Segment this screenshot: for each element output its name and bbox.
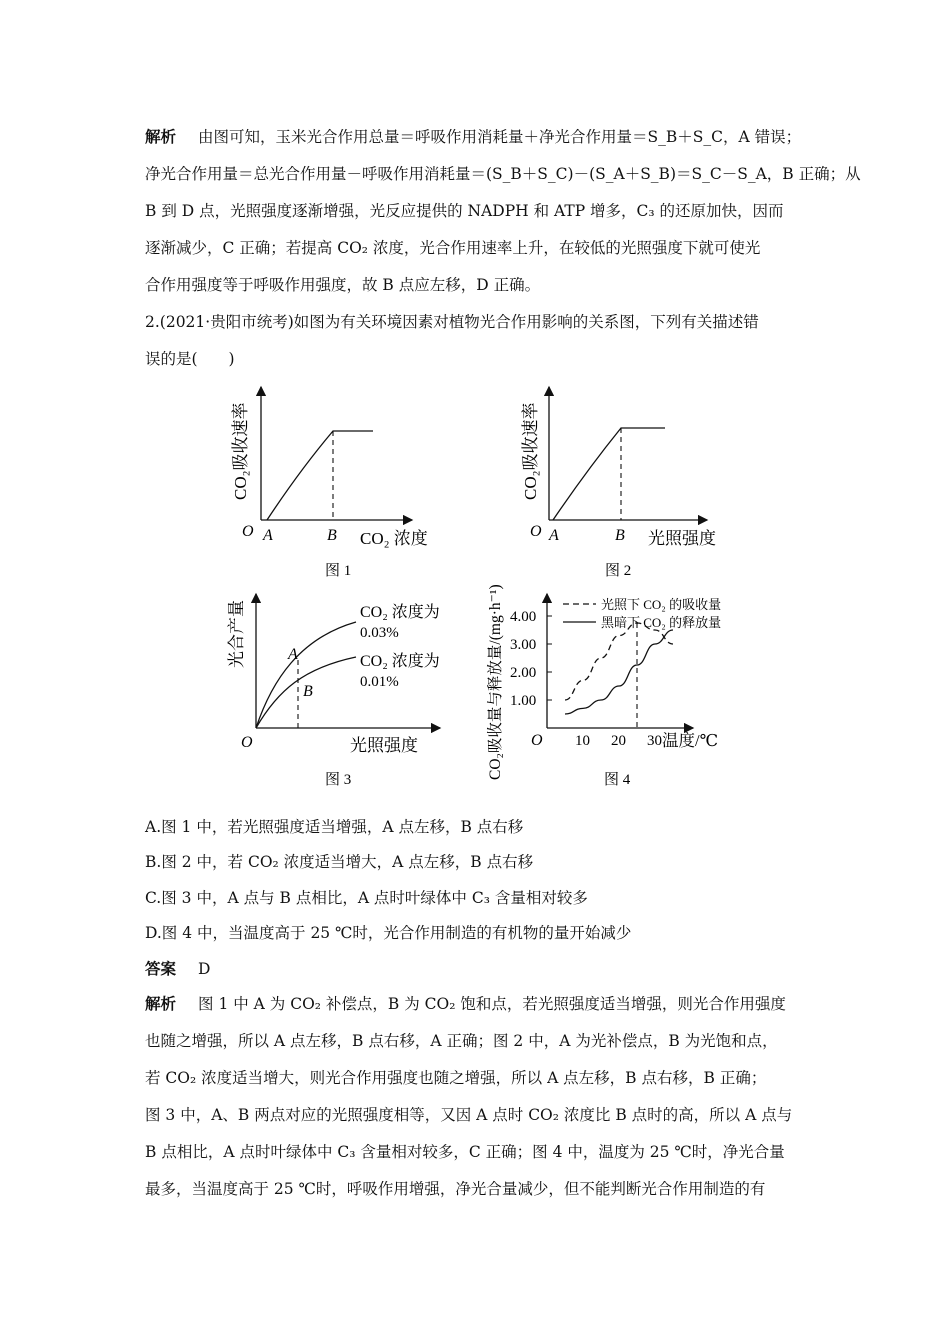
fig4-series-dark-release xyxy=(565,630,673,714)
fig1-ylabel: CO₂吸收速率 xyxy=(231,402,250,500)
figure-2 xyxy=(521,387,716,579)
analysis2-line-5: B 点相比，A 点时叶绿体中 C₃ 含量相对较多，C 正确；图 4 中，温度为 25 ℃时，净光合量 xyxy=(145,1143,785,1161)
option-d: D.图 4 中，当温度高于 25 ℃时，光合作用制造的有机物的量开始减少 xyxy=(145,924,632,942)
fig4-x-tick-label: 30 xyxy=(647,733,662,749)
answer-label: 答案 xyxy=(145,959,177,978)
fig3-point-a: A xyxy=(288,646,298,663)
fig4-origin: O xyxy=(531,732,543,749)
analysis1-line-5: 合作用强度等于呼吸作用强度，故 B 点应左移，D 正确。 xyxy=(145,276,541,294)
option-a: A.图 1 中，若光照强度适当增强，A 点左移，B 点右移 xyxy=(145,818,524,836)
analysis2-line-2: 也随之增强，所以 A 点左移，B 点右移，A 正确；图 2 中，A 为光补偿点，B 为光饱和点， xyxy=(145,1032,778,1050)
fig4-ylabel: CO₂吸收量与释放量/(mg·h⁻¹) xyxy=(487,584,504,780)
fig4-xlabel: 温度/℃ xyxy=(662,731,719,750)
question-line-2: 误的是( ) xyxy=(145,350,235,368)
figure-3 xyxy=(227,594,440,788)
fig4-y-tick-label: 4.00 xyxy=(510,609,537,625)
fig2-point-a: A xyxy=(549,527,559,544)
fig4-y-tick-label: 1.00 xyxy=(510,693,537,709)
analysis2-label: 解析 xyxy=(145,994,177,1013)
fig1-point-b: B xyxy=(327,527,337,544)
fig3-ylabel: 光合产量 xyxy=(227,600,246,668)
answer-value: D xyxy=(198,960,211,978)
analysis1-text-1: 由图可知，玉米光合作用总量＝呼吸作用消耗量＋净光合作用量＝S_B＋S_C，A 错误； xyxy=(198,128,802,146)
fig2-curve xyxy=(553,428,665,520)
analysis2-line-1 xyxy=(145,992,815,1016)
fig1-xlabel: CO₂ 浓度 xyxy=(360,529,428,548)
question-line-1: 2.(2021·贵阳市统考)如图为有关环境因素对植物光合作用影响的关系图，下列有关描述错 xyxy=(145,313,759,331)
answer-line xyxy=(145,957,815,981)
analysis2-line-4: 图 3 中，A、B 两点对应的光照强度相等，又因 A 点时 CO₂ 浓度比 B 点时的高，所以 A 点与 xyxy=(145,1106,793,1124)
fig3-origin: O xyxy=(241,734,253,751)
fig3-series1-line2: 0.03% xyxy=(360,625,399,641)
figure-4 xyxy=(486,584,721,788)
analysis2-text-1: 图 1 中 A 为 CO₂ 补偿点，B 为 CO₂ 饱和点，若光照强度适当增强，则光合作用强度 xyxy=(198,995,786,1013)
fig2-point-b: B xyxy=(615,527,625,544)
analysis1-line-2: 净光合作用量＝总光合作用量－呼吸作用消耗量＝(S_B＋S_C)－(S_A＋S_B)＝S_C－S_A，B 正确；从 xyxy=(145,165,861,183)
fig2-caption: 图 2 xyxy=(605,563,632,579)
fig4-y-tick-label: 2.00 xyxy=(510,665,537,681)
analysis1-label: 解析 xyxy=(145,127,177,146)
fig3-caption: 图 3 xyxy=(325,772,352,788)
fig1-origin: O xyxy=(242,523,254,540)
fig4-legend-solid: 黑暗下 CO₂ 的释放量 xyxy=(601,615,722,630)
analysis2-line-6: 最多，当温度高于 25 ℃时，呼吸作用增强，净光合量减少，但不能判断光合作用制造的有 xyxy=(145,1180,766,1198)
fig4-y-tick-label: 3.00 xyxy=(510,637,537,653)
fig3-xlabel: 光照强度 xyxy=(350,736,418,755)
analysis2-line-3: 若 CO₂ 浓度适当增大，则光合作用强度也随之增强，所以 A 点左移，B 点右移，B 正确； xyxy=(145,1069,767,1087)
fig4-caption: 图 4 xyxy=(604,772,631,788)
fig4-x-tick-label: 20 xyxy=(611,733,626,749)
fig1-curve xyxy=(267,431,373,520)
fig2-origin: O xyxy=(530,523,542,540)
option-c: C.图 3 中，A 点与 B 点相比，A 点时叶绿体中 C₃ 含量相对较多 xyxy=(145,889,588,907)
fig3-series1-line1: CO₂ 浓度为 xyxy=(360,604,440,621)
fig4-x-tick-label: 10 xyxy=(575,733,590,749)
option-b: B.图 2 中，若 CO₂ 浓度适当增大，A 点左移，B 点右移 xyxy=(145,853,534,871)
fig4-series-light-absorption xyxy=(565,623,673,700)
fig3-series2-line2: 0.01% xyxy=(360,674,399,690)
fig2-xlabel: 光照强度 xyxy=(648,529,716,548)
fig3-series2-line1: CO₂ 浓度为 xyxy=(360,653,440,670)
analysis1-line-3: B 到 D 点，光照强度逐渐增强，光反应提供的 NADPH 和 ATP 增多，C₃ 的还原加快，因而 xyxy=(145,202,784,220)
fig1-caption: 图 1 xyxy=(325,563,352,579)
fig2-ylabel: CO₂吸收速率 xyxy=(521,402,540,500)
analysis1-line-4: 逐渐减少，C 正确；若提高 CO₂ 浓度，光合作用速率上升，在较低的光照强度下就可使光 xyxy=(145,239,761,257)
fig4-legend-dashed: 光照下 CO₂ 的吸收量 xyxy=(601,597,722,612)
fig1-point-a: A xyxy=(263,527,273,544)
fig3-point-b: B xyxy=(303,683,313,700)
figure-1 xyxy=(231,387,428,579)
